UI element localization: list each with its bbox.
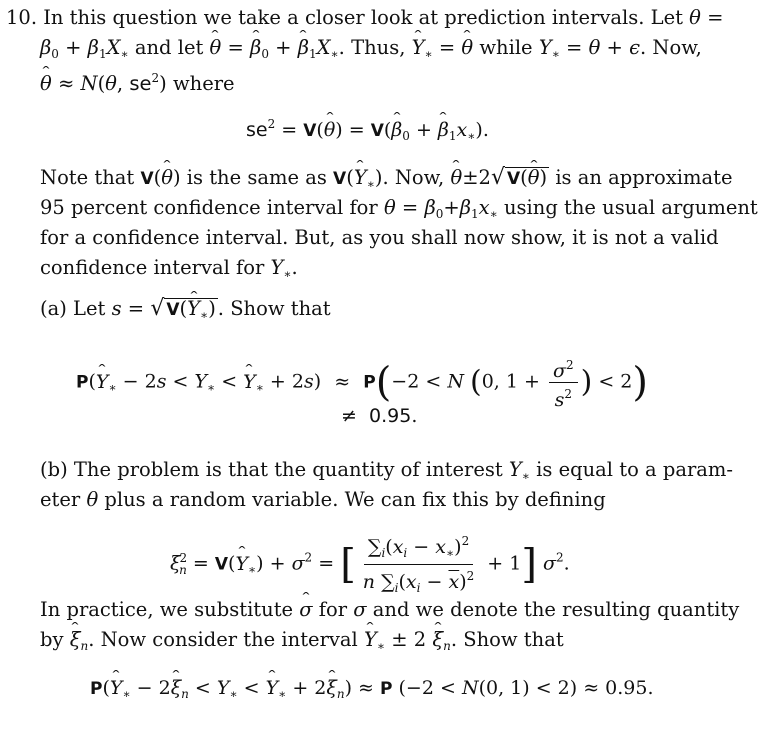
part-b-final-equation: P(ˆ $Y_∗$ − 2ˆ $\xi_n < Y_∗$ < ˆ $Y_∗$ + 2ˆ $\xi_n) \approx P$ (−2 < N(0, 1) < 2) ≈ 0.95. xyxy=(90,676,654,706)
part-b-xi-equation: $\xi^2_n$ = V(ˆ $Y_∗) + \sigma^2$ = [ $\frac{\sum_i(x_i - x_∗)^2}{n \sum_i(x_i - \overline{x})^2}$ + 1] $\sigma^2$. xyxy=(170,530,570,599)
part-b-line-3: In practice, we substitute ˆ σ for σ and we denote the resulting quantity xyxy=(40,598,739,622)
se-equation: $se^2$ = V(ˆ θ) = V(ˆ $\beta_0$ + ˆ $\beta_1x_∗$). xyxy=(246,112,489,148)
part-b-line-2: eter θ plus a random variable. We can fix this by defining xyxy=(40,488,606,511)
note-line-1: Note that V(ˆ θ) is the same as V(ˆ $Y_∗$). Now, ˆ θ±2√ V(ˆ θ) is an approximate xyxy=(40,166,733,196)
part-b-line-4: by ˆ $\xi_n$. Now consider the interval ˆ $Y_∗ \pm 2$ ˆ $\xi_n$. Show that xyxy=(40,628,564,658)
question-intro-line-2: $\beta_0 + \beta_1X_∗$ and let ˆ θ = ˆ $\beta_0$ + ˆ $\beta_1X_∗$. Thus, ˆ $Y_∗$ = ˆ θ while $Y_∗ = \theta + \epsilon$. Now, xyxy=(40,36,702,66)
part-a-label: (a) xyxy=(40,297,67,320)
value-095: 0.95 xyxy=(369,405,412,427)
question-intro-line-3: ˆ θ ≈ N(θ, $se^2$) where xyxy=(40,66,235,96)
part-a-equation-2: ≠ 0.95. xyxy=(341,405,418,427)
question-intro-line-1: 10. In this question we take a closer look at prediction intervals. Let θ = xyxy=(6,6,724,29)
note-line-2: 95 percent confidence interval for $\theta = \beta_0+\beta_1x_∗$ using the usual argument xyxy=(40,196,758,221)
part-a-equation-1: P(ˆ $Y_∗ - 2s < Y_∗$ < ˆ $Y_∗ + 2s) \approx P(-2 < N$ (0, 1 + $\frac{\sigma^2}{s^2}$ ) < 2) xyxy=(76,354,648,411)
note-line-3: for a confidence interval. But, as you shall now show, it is not a valid xyxy=(40,226,719,249)
part-a-statement: (a) Let s = √ V(ˆ $Y_∗$) . Show that xyxy=(40,297,331,325)
question-number: 10. xyxy=(6,6,38,29)
part-b-line-1: (b) The problem is that the quantity of interest $Y_∗$ is equal to a param- xyxy=(40,458,733,483)
part-b-label: (b) xyxy=(40,458,68,481)
note-line-4: confidence interval for $Y_∗$. xyxy=(40,256,298,281)
